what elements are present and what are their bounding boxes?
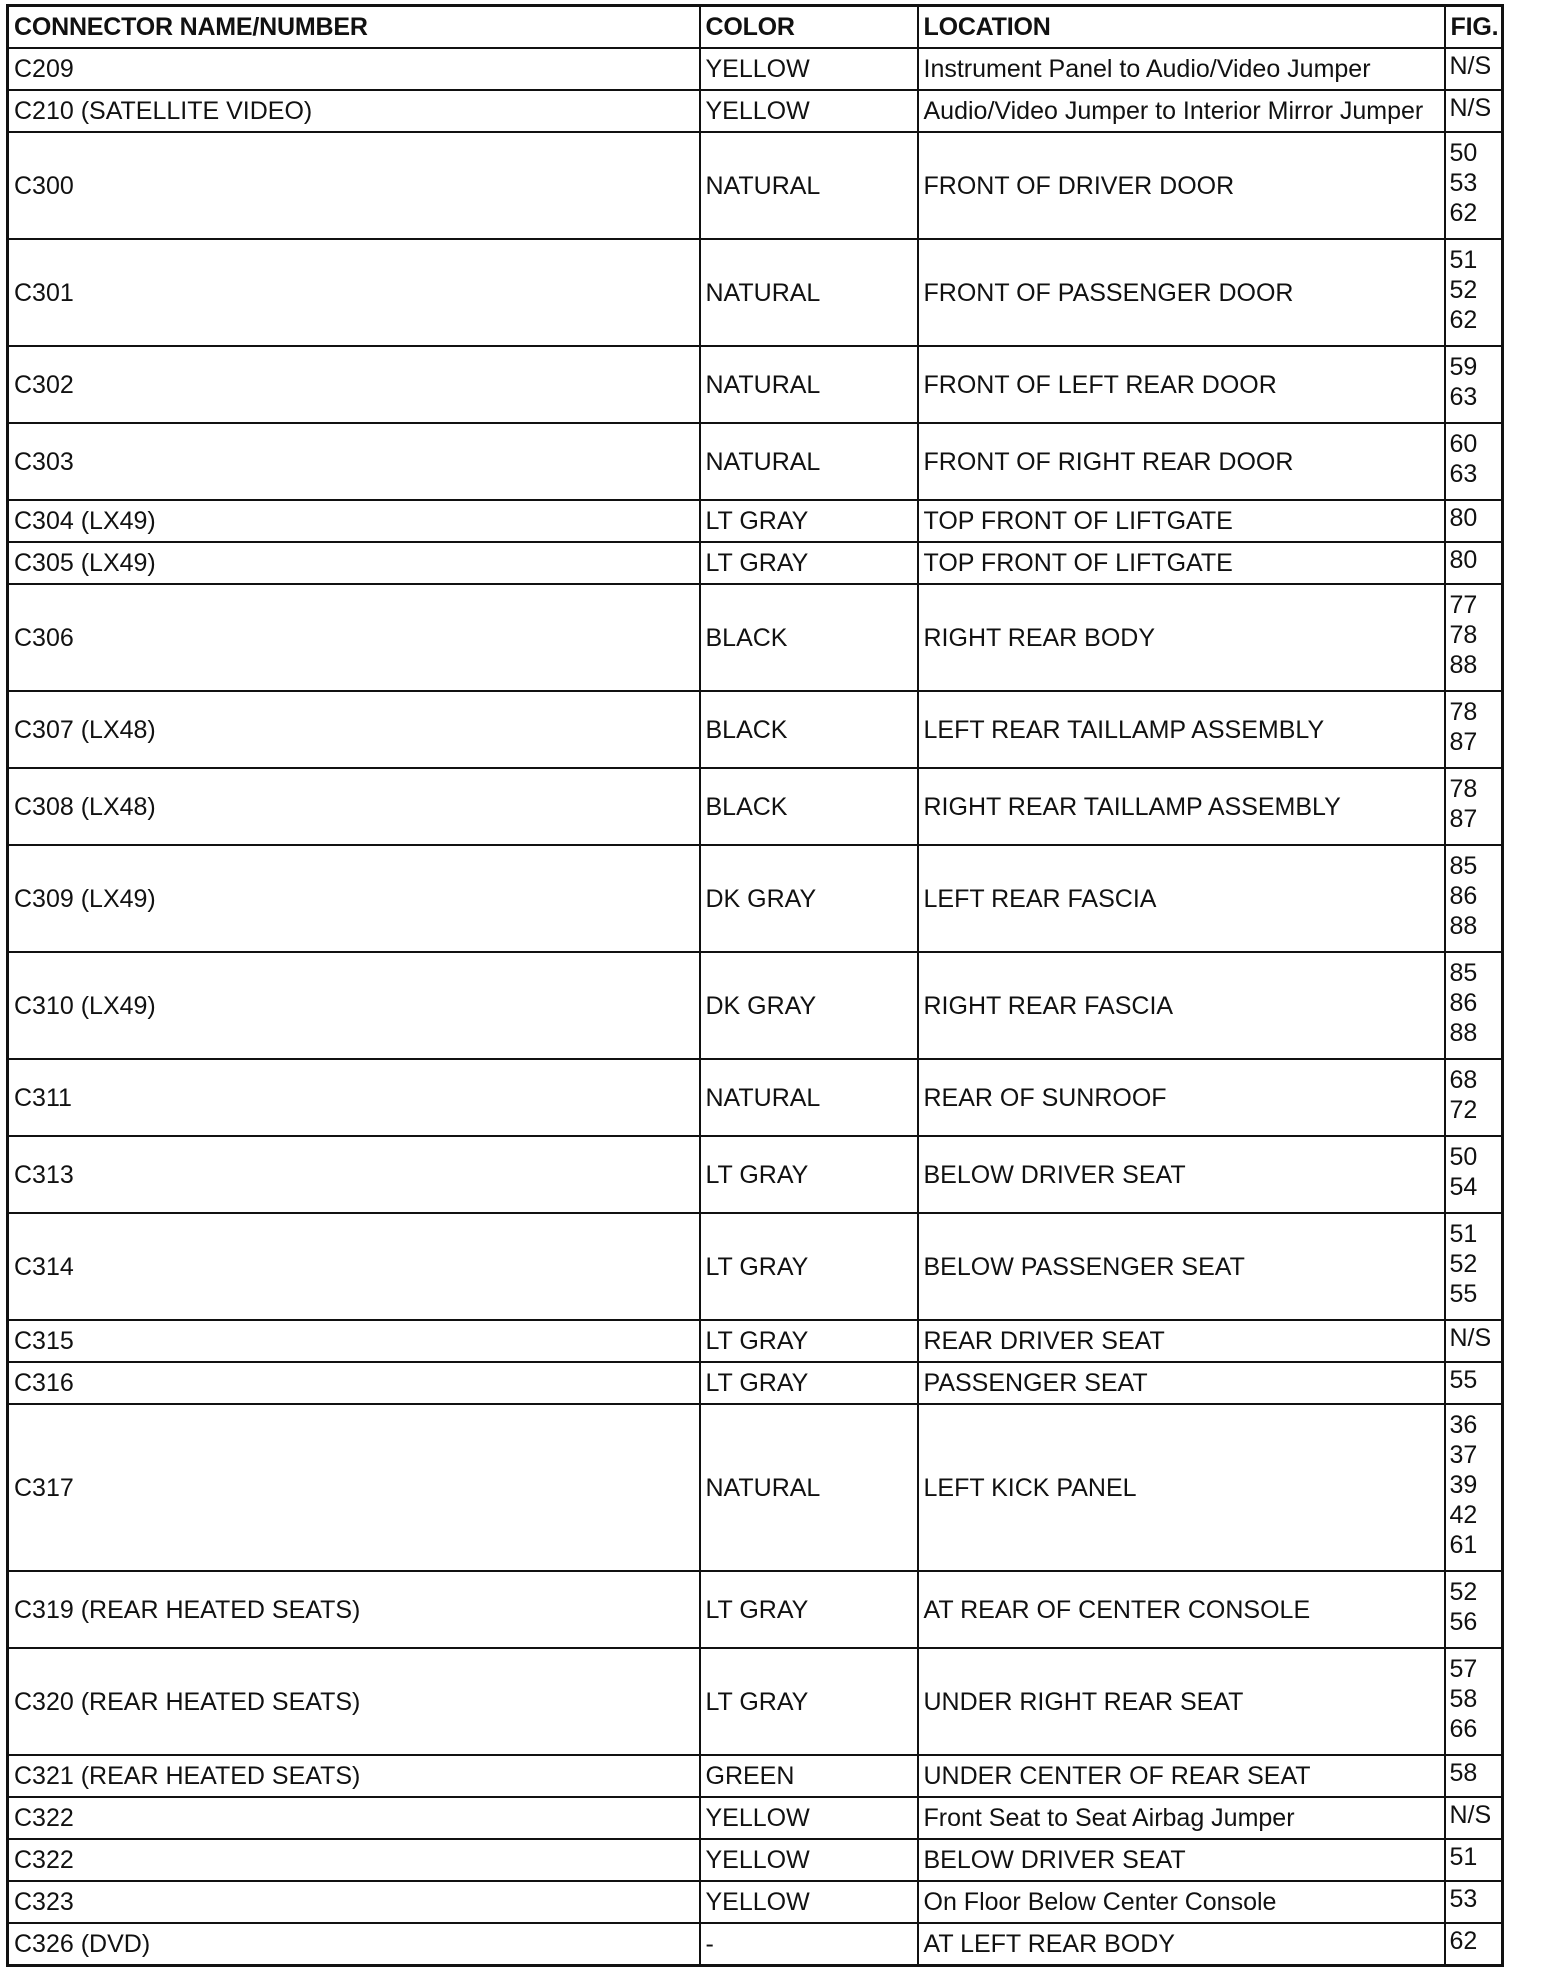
color-cell: BLACK [700, 691, 918, 768]
header-connector: CONNECTOR NAME/NUMBER [8, 6, 700, 49]
connector-cell: C304 (LX49) [8, 500, 700, 542]
table-row [8, 132, 1503, 239]
fig-number: 55 [1449, 1366, 1478, 1394]
connector-cell: C326 (DVD) [8, 1923, 700, 1966]
location-cell: FRONT OF DRIVER DOOR [918, 132, 1445, 239]
fig-number: 80 [1449, 546, 1478, 574]
table-row [8, 1136, 1503, 1213]
connector-cell: C307 (LX48) [8, 691, 700, 768]
fig-number: 77 [1449, 591, 1478, 619]
connector-cell: C323 [8, 1881, 700, 1923]
fig-number: 55 [1449, 1280, 1478, 1308]
fig-number: 58 [1449, 1759, 1478, 1787]
table-row [8, 90, 1503, 132]
table-row [8, 1059, 1503, 1136]
connector-cell: C309 (LX49) [8, 845, 700, 952]
color-cell: LT GRAY [700, 1320, 918, 1362]
color-cell: NATURAL [700, 346, 918, 423]
location-cell: PASSENGER SEAT [918, 1362, 1445, 1404]
fig-number: 59 [1449, 353, 1478, 381]
fig-number: N/S [1449, 1324, 1492, 1352]
table-row [8, 1213, 1503, 1320]
connector-table [6, 4, 1504, 1967]
fig-number: 53 [1449, 169, 1478, 197]
location-cell: TOP FRONT OF LIFTGATE [918, 500, 1445, 542]
fig-cell [1445, 1755, 1503, 1797]
fig-cell [1445, 423, 1503, 500]
fig-cell [1445, 90, 1503, 132]
fig-number: 52 [1449, 1578, 1478, 1606]
color-cell: YELLOW [700, 48, 918, 90]
location-cell: FRONT OF PASSENGER DOOR [918, 239, 1445, 346]
fig-number: 51 [1449, 246, 1478, 274]
table-row [8, 1923, 1503, 1966]
fig-cell [1445, 845, 1503, 952]
color-cell: LT GRAY [700, 1648, 918, 1755]
location-cell: RIGHT REAR TAILLAMP ASSEMBLY [918, 768, 1445, 845]
connector-cell: C315 [8, 1320, 700, 1362]
fig-number: 85 [1449, 852, 1478, 880]
table-row [8, 1755, 1503, 1797]
location-cell: Audio/Video Jumper to Interior Mirror Jumper [918, 90, 1445, 132]
location-cell: On Floor Below Center Console [918, 1881, 1445, 1923]
location-cell: Instrument Panel to Audio/Video Jumper [918, 48, 1445, 90]
fig-number: 85 [1449, 959, 1478, 987]
table-row [8, 768, 1503, 845]
fig-cell [1445, 691, 1503, 768]
connector-cell: C317 [8, 1404, 700, 1571]
fig-cell [1445, 500, 1503, 542]
fig-cell [1445, 346, 1503, 423]
color-cell: NATURAL [700, 239, 918, 346]
connector-cell: C313 [8, 1136, 700, 1213]
fig-number: 54 [1449, 1173, 1478, 1201]
location-cell: REAR OF SUNROOF [918, 1059, 1445, 1136]
fig-cell [1445, 1648, 1503, 1755]
connector-cell: C310 (LX49) [8, 952, 700, 1059]
fig-number: 62 [1449, 306, 1478, 334]
table-body [8, 48, 1503, 1966]
fig-number: N/S [1449, 1801, 1492, 1829]
fig-number: 63 [1449, 383, 1478, 411]
connector-cell: C322 [8, 1839, 700, 1881]
connector-cell: C300 [8, 132, 700, 239]
fig-number: 58 [1449, 1685, 1478, 1713]
location-cell: LEFT REAR TAILLAMP ASSEMBLY [918, 691, 1445, 768]
fig-cell [1445, 1320, 1503, 1362]
fig-cell [1445, 1059, 1503, 1136]
connector-cell: C306 [8, 584, 700, 691]
fig-number: 51 [1449, 1843, 1478, 1871]
header-location: LOCATION [918, 6, 1445, 49]
fig-cell [1445, 132, 1503, 239]
fig-cell [1445, 952, 1503, 1059]
table-row [8, 1320, 1503, 1362]
location-cell: UNDER RIGHT REAR SEAT [918, 1648, 1445, 1755]
table-row [8, 423, 1503, 500]
table-row [8, 1404, 1503, 1571]
fig-number: 78 [1449, 698, 1478, 726]
fig-number: 88 [1449, 651, 1478, 679]
fig-number: 56 [1449, 1608, 1478, 1636]
fig-number: 57 [1449, 1655, 1478, 1683]
connector-cell: C316 [8, 1362, 700, 1404]
color-cell: LT GRAY [700, 1571, 918, 1648]
fig-number: 52 [1449, 1250, 1478, 1278]
location-cell: FRONT OF RIGHT REAR DOOR [918, 423, 1445, 500]
connector-cell: C303 [8, 423, 700, 500]
fig-cell [1445, 1213, 1503, 1320]
location-cell: BELOW DRIVER SEAT [918, 1839, 1445, 1881]
fig-number: 87 [1449, 805, 1478, 833]
fig-number: 42 [1449, 1501, 1478, 1529]
table-row [8, 346, 1503, 423]
fig-number: 62 [1449, 1927, 1478, 1955]
fig-cell [1445, 1136, 1503, 1213]
connector-cell: C209 [8, 48, 700, 90]
connector-cell: C210 (SATELLITE VIDEO) [8, 90, 700, 132]
table-row [8, 1839, 1503, 1881]
fig-number: 78 [1449, 775, 1478, 803]
fig-cell [1445, 542, 1503, 584]
location-cell: BELOW PASSENGER SEAT [918, 1213, 1445, 1320]
fig-cell [1445, 584, 1503, 691]
fig-number: 37 [1449, 1441, 1478, 1469]
color-cell: DK GRAY [700, 845, 918, 952]
table-row [8, 845, 1503, 952]
color-cell: LT GRAY [700, 542, 918, 584]
fig-number: 78 [1449, 621, 1478, 649]
connector-cell: C302 [8, 346, 700, 423]
connector-cell: C321 (REAR HEATED SEATS) [8, 1755, 700, 1797]
table-row [8, 239, 1503, 346]
color-cell: YELLOW [700, 1839, 918, 1881]
fig-number: 50 [1449, 139, 1478, 167]
color-cell: LT GRAY [700, 1362, 918, 1404]
fig-number: 80 [1449, 504, 1478, 532]
table-row [8, 1571, 1503, 1648]
color-cell: LT GRAY [700, 1213, 918, 1320]
table-row [8, 48, 1503, 90]
color-cell: YELLOW [700, 1797, 918, 1839]
table-row [8, 1797, 1503, 1839]
header-row [8, 6, 1503, 49]
color-cell: YELLOW [700, 1881, 918, 1923]
fig-number: 88 [1449, 1019, 1478, 1047]
color-cell: GREEN [700, 1755, 918, 1797]
fig-number: 36 [1449, 1411, 1478, 1439]
fig-number: 62 [1449, 199, 1478, 227]
location-cell: TOP FRONT OF LIFTGATE [918, 542, 1445, 584]
table-row [8, 1648, 1503, 1755]
fig-cell [1445, 768, 1503, 845]
location-cell: UNDER CENTER OF REAR SEAT [918, 1755, 1445, 1797]
fig-number: N/S [1449, 52, 1492, 80]
fig-number: 87 [1449, 728, 1478, 756]
color-cell: NATURAL [700, 1059, 918, 1136]
table-row [8, 500, 1503, 542]
connector-cell: C320 (REAR HEATED SEATS) [8, 1648, 700, 1755]
color-cell: DK GRAY [700, 952, 918, 1059]
color-cell: NATURAL [700, 423, 918, 500]
table-row [8, 952, 1503, 1059]
fig-number: 51 [1449, 1220, 1478, 1248]
color-cell: LT GRAY [700, 1136, 918, 1213]
location-cell: FRONT OF LEFT REAR DOOR [918, 346, 1445, 423]
fig-number: 50 [1449, 1143, 1478, 1171]
table-row [8, 691, 1503, 768]
connector-cell: C308 (LX48) [8, 768, 700, 845]
fig-number: 88 [1449, 912, 1478, 940]
color-cell: BLACK [700, 768, 918, 845]
header-fig: FIG. [1445, 6, 1503, 49]
connector-cell: C322 [8, 1797, 700, 1839]
fig-number: 66 [1449, 1715, 1478, 1743]
location-cell: RIGHT REAR FASCIA [918, 952, 1445, 1059]
connector-cell: C314 [8, 1213, 700, 1320]
fig-cell [1445, 239, 1503, 346]
color-cell: - [700, 1923, 918, 1966]
color-cell: NATURAL [700, 132, 918, 239]
location-cell: LEFT KICK PANEL [918, 1404, 1445, 1571]
header-color: COLOR [700, 6, 918, 49]
fig-cell [1445, 1839, 1503, 1881]
fig-cell [1445, 1362, 1503, 1404]
color-cell: LT GRAY [700, 500, 918, 542]
fig-cell [1445, 1571, 1503, 1648]
connector-cell: C305 (LX49) [8, 542, 700, 584]
fig-number: 39 [1449, 1471, 1478, 1499]
fig-number: 68 [1449, 1066, 1478, 1094]
connector-cell: C311 [8, 1059, 700, 1136]
fig-number: 53 [1449, 1885, 1478, 1913]
location-cell: Front Seat to Seat Airbag Jumper [918, 1797, 1445, 1839]
color-cell: YELLOW [700, 90, 918, 132]
location-cell: LEFT REAR FASCIA [918, 845, 1445, 952]
table-row [8, 1881, 1503, 1923]
fig-number: N/S [1449, 94, 1492, 122]
table-row [8, 584, 1503, 691]
color-cell: BLACK [700, 584, 918, 691]
fig-number: 52 [1449, 276, 1478, 304]
fig-number: 72 [1449, 1096, 1478, 1124]
connector-cell: C301 [8, 239, 700, 346]
location-cell: AT LEFT REAR BODY [918, 1923, 1445, 1966]
location-cell: AT REAR OF CENTER CONSOLE [918, 1571, 1445, 1648]
fig-number: 86 [1449, 882, 1478, 910]
table-row [8, 1362, 1503, 1404]
fig-cell [1445, 1797, 1503, 1839]
fig-cell [1445, 1881, 1503, 1923]
fig-cell [1445, 1404, 1503, 1571]
location-cell: RIGHT REAR BODY [918, 584, 1445, 691]
fig-number: 61 [1449, 1531, 1478, 1559]
location-cell: REAR DRIVER SEAT [918, 1320, 1445, 1362]
fig-cell [1445, 48, 1503, 90]
fig-cell [1445, 1923, 1503, 1966]
connector-cell: C319 (REAR HEATED SEATS) [8, 1571, 700, 1648]
color-cell: NATURAL [700, 1404, 918, 1571]
location-cell: BELOW DRIVER SEAT [918, 1136, 1445, 1213]
fig-number: 86 [1449, 989, 1478, 1017]
fig-number: 60 [1449, 430, 1478, 458]
fig-number: 63 [1449, 460, 1478, 488]
table-row [8, 542, 1503, 584]
